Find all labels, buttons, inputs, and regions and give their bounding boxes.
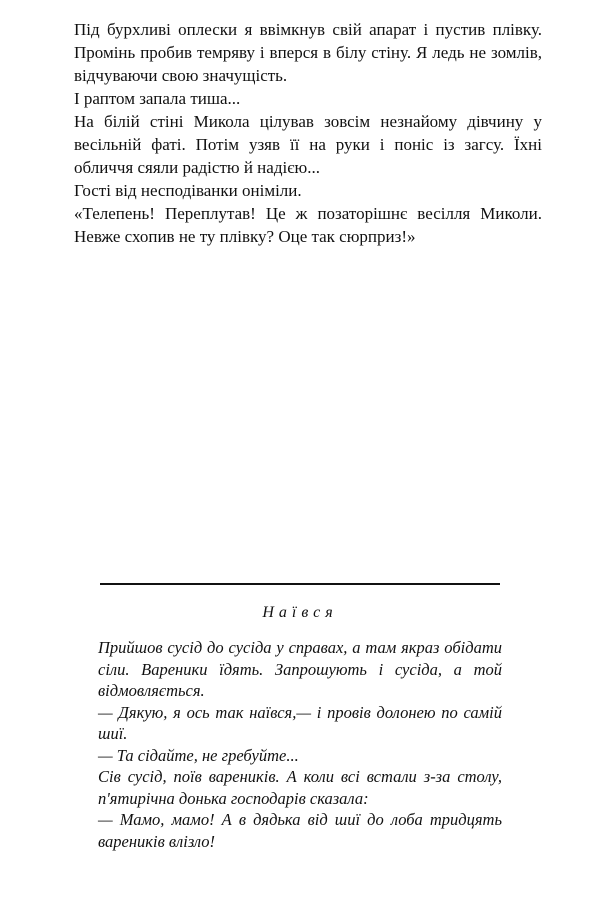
paragraph: Сів сусід, поїв вареників. А коли всі встали з-за столу, п'ятирічна донька господарів сказала: — [98, 767, 502, 808]
paragraph: Під бурхливі оплески я ввімкнув свій апарат і пустив плівку. Промінь пробив темряву і вперся в білу стіну. Я ледь не зомлів, відчуваючи свою значущість. — [74, 20, 542, 85]
paragraph: І раптом запала тиша... — [74, 89, 241, 108]
paragraph: — Та сідайте, не гребуйте... — [98, 745, 299, 765]
paragraph: — Мамо, мамо! А в дядька від шиї до лоба тридцять вареників влізло! — [98, 810, 502, 851]
story-top-text — [74, 18, 542, 248]
paragraph: На білій стіні Микола цілував зовсім незнайому дівчину у весільній фаті. Потім узяв її на руки і поніс із загсу. Їхні обличчя сяяли радістю й надією... — [74, 112, 542, 177]
section-divider — [100, 583, 500, 585]
paragraph: — Дякую, я ось так наївся,— і провів долонею по самій шиї. — [98, 702, 502, 743]
story-bottom-text — [98, 637, 502, 852]
paragraph: Гості від несподіванки оніміли. — [74, 181, 302, 200]
paragraph: Прийшов сусід до сусіда у справах, а там якраз обідати сіли. Вареники їдять. Запрошують і сусіда, а той відмовляється. — [98, 638, 502, 700]
paragraph: «Телепень! Переплутав! Це ж позаторішнє весілля Миколи. Невже схопив не ту плівку? Оце так сюрприз!» — [74, 204, 542, 246]
section-title: Наївся — [262, 604, 338, 621]
